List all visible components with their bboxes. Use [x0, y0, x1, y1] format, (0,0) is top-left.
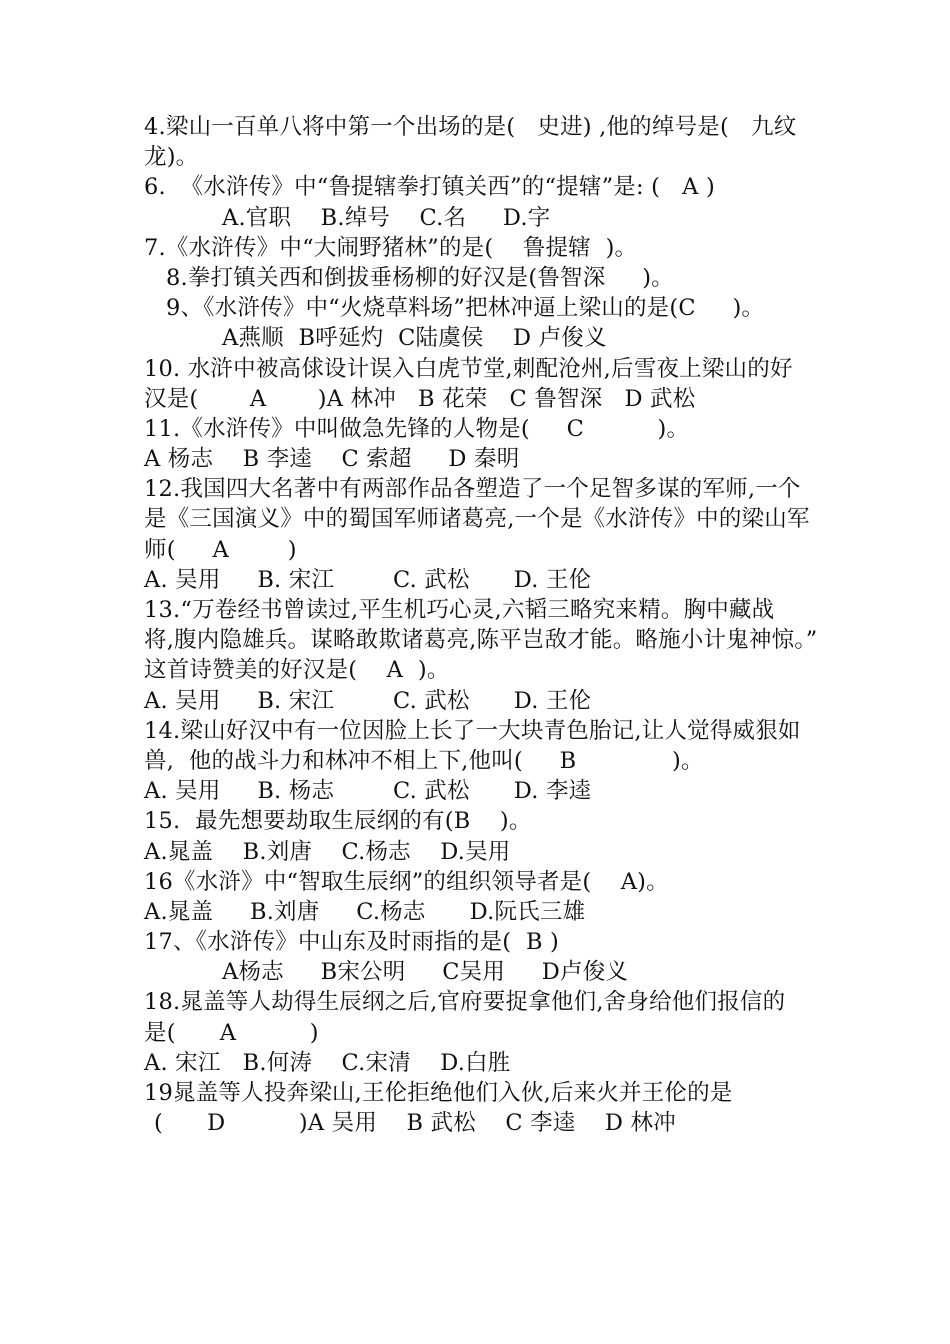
text-line: A. 吴用 B. 宋江 C. 武松 D. 王伦 — [144, 566, 592, 593]
text-line: 8.拳打镇关西和倒拔垂杨柳的好汉是(鲁智深 )。 — [166, 264, 674, 291]
text-line: 9、《水浒传》中“火烧草料场”把林冲逼上梁山的是(C )。 — [166, 295, 765, 322]
text-line: 7.《水浒传》中“大闹野猪林”的是( 鲁提辖 )。 — [144, 234, 638, 261]
text-line: 14.梁山好汉中有一位因脸上长了一大块青色胎记,让人觉得威狠如 — [144, 717, 801, 744]
text-line: A 杨志 B 李逵 C 索超 D 秦明 — [144, 446, 520, 473]
text-line: 16《水浒》中“智取生辰纲”的组织领导者是( A)。 — [144, 868, 669, 895]
text-line: 师( A ) — [144, 536, 297, 563]
text-line: 6. 《水浒传》中“鲁提辖拳打镇关西”的“提辖”是: ( A ) — [144, 174, 715, 201]
text-line: 龙)。 — [144, 144, 199, 171]
text-line: 兽, 他的战斗力和林冲不相上下,他叫( B )。 — [144, 747, 704, 774]
text-line: 这首诗赞美的好汉是( A )。 — [144, 657, 450, 684]
text-line: 18.晁盖等人劫得生辰纲之后,官府要捉拿他们,舍身给他们报信的 — [144, 989, 786, 1016]
text-line: A. 吴用 B. 宋江 C. 武松 D. 王伦 — [144, 687, 592, 714]
text-line: 15. 最先想要劫取生辰纲的有(B )。 — [144, 808, 532, 835]
text-line: 将,腹内隐雄兵。谋略敢欺诸葛亮,陈平岂敌才能。略施小计鬼神惊。” — [144, 627, 818, 654]
text-line: 12.我国四大名著中有两部作品各塑造了一个足智多谋的军师,一个 — [144, 476, 801, 503]
text-line: 13.“万卷经书曾读过,平生机巧心灵,六韬三略究来精。胸中藏战 — [144, 597, 775, 623]
text-line: A. 吴用 B. 杨志 C. 武松 D. 李逵 — [144, 778, 592, 805]
text-line: 4.梁山一百单八将中第一个出场的是( 史进) ,他的绰号是( 九纹 — [144, 114, 797, 140]
text-line: 10. 水浒中被高俅设计误入白虎节堂,刺配沧州,后雪夜上梁山的好 — [144, 355, 793, 382]
text-line: 是《三国演义》中的蜀国军师诸葛亮,一个是《水浒传》中的梁山军 — [144, 506, 810, 533]
text-line: 11.《水浒传》中叫做急先锋的人物是( C )。 — [144, 415, 690, 442]
text-line: 19晁盖等人投奔梁山,王伦拒绝他们入伙,后来火并王伦的是 — [144, 1080, 733, 1106]
text-line: ( D )A 吴用 B 武松 C 李逵 D 林冲 — [154, 1110, 676, 1137]
text-line: 汉是( A )A 林冲 B 花荣 C 鲁智深 D 武松 — [144, 385, 696, 412]
text-line: A.晁盖 B.刘唐 C.杨志 D.阮氏三雄 — [144, 898, 586, 925]
quiz-text-body — [144, 112, 824, 1138]
text-line: A.官职 B.绰号 C.名 D.字 — [222, 204, 551, 231]
text-line: 17、《水浒传》中山东及时雨指的是( B ) — [144, 929, 560, 956]
text-line: A. 宋江 B.何涛 C.宋清 D.白胜 — [144, 1049, 511, 1076]
text-line: A.晁盖 B.刘唐 C.杨志 D.吴用 — [144, 838, 511, 865]
text-line: A燕顺 B呼延灼 C陆虞侯 D 卢俊义 — [222, 325, 607, 352]
text-line: 是( A ) — [144, 1019, 319, 1046]
text-line: A杨志 B宋公明 C吴用 D卢俊义 — [222, 959, 629, 986]
